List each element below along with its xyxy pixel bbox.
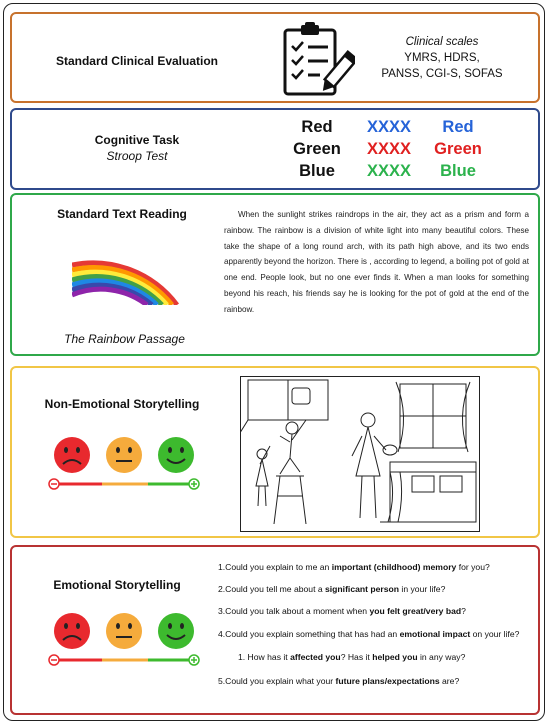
reading-caption: The Rainbow Passage [64, 332, 185, 346]
question-emphasis: future plans/expectations [335, 676, 440, 686]
clinical-title: Standard Clinical Evaluation [55, 54, 219, 68]
stroop-mask: XXXX [366, 162, 412, 180]
question-emphasis: emotional impact [399, 629, 471, 639]
happy-face-icon [158, 437, 194, 473]
question-emphasis: you felt great/very bad [369, 606, 462, 616]
question-text: in any way? [417, 652, 466, 662]
stroop-colored-word: Blue [440, 162, 476, 180]
emotional-title: Emotional Storytelling [53, 578, 181, 592]
question-text: 5.Could you explain what your [218, 676, 336, 686]
neutral-face-icon [106, 437, 142, 473]
question-text: for you? [456, 562, 490, 572]
panel-clinical-evaluation [10, 12, 540, 103]
stroop-word: Red [301, 118, 333, 136]
question-text: 1.Could you explain to me an [218, 562, 332, 572]
cognitive-title: Cognitive Task [94, 133, 180, 147]
scales-title: Clinical scales [405, 36, 479, 48]
stroop-word: Green [293, 140, 341, 158]
sad-face-icon [54, 437, 90, 473]
kitchen-sketch [240, 376, 480, 532]
scales-line-2: PANSS, CGI-S, SOFAS [381, 68, 503, 80]
question-text: 3.Could you talk about a moment when [218, 606, 370, 616]
neutral-face-icon [106, 613, 142, 649]
sad-face-icon [54, 613, 90, 649]
clinical-scales [357, 34, 527, 82]
panel-text-reading [10, 193, 540, 356]
minus-icon [49, 655, 59, 665]
cognitive-subtitle: Stroop Test [106, 149, 168, 163]
plus-icon [189, 655, 199, 665]
stroop-mask: XXXX [366, 118, 412, 136]
rainbow-passage: When the sunlight strikes raindrops in the air, they act as a prism and form a rainbow. The rainbow is a division of white light into many beautiful colors. These take the shape of a long round arch, with its path high above, and its two ends apparently beyond the horizon. There is , according to legend, a boiling pot of gold at one end. People look, but no one ever finds it. When a man looks for something beyond his reach, his friends say he is looking for the pot of gold at the end of the rainbow. [224, 210, 529, 314]
scales-line-1: YMRS, HDRS, [404, 52, 480, 64]
question-item [218, 584, 445, 594]
stroop-word: Blue [299, 162, 335, 180]
panel-cognitive-task [10, 108, 540, 190]
question-text: 1. How has it [238, 652, 291, 662]
question-emphasis: helped you [372, 652, 418, 662]
emotion-scale [44, 434, 204, 494]
reading-title: Standard Text Reading [57, 207, 187, 221]
panel-non-emotional-storytelling [10, 366, 540, 538]
question-item [238, 652, 465, 662]
happy-face-icon [158, 613, 194, 649]
stroop-colored-word: Red [442, 118, 474, 136]
stroop-colored-word: Green [434, 140, 482, 158]
non-emotional-title: Non-Emotional Storytelling [44, 397, 200, 411]
rainbow-icon [72, 225, 182, 305]
question-item [218, 562, 490, 572]
panel-emotional-storytelling [10, 545, 540, 715]
question-text: 2.Could you tell me about a [218, 584, 326, 594]
question-emphasis: affected you [290, 652, 341, 662]
question-text: ? [461, 606, 466, 616]
plus-icon [189, 479, 199, 489]
question-text: 4.Could you explain something that has had an [218, 629, 400, 639]
cognitive-heading [12, 132, 262, 164]
question-text: on your life? [470, 629, 520, 639]
question-item [218, 676, 459, 686]
question-item [218, 629, 519, 639]
question-text: in your life? [399, 584, 446, 594]
question-emphasis: important (childhood) memory [331, 562, 457, 572]
stroop-mask: XXXX [366, 140, 412, 158]
question-emphasis: significant person [325, 584, 400, 594]
emotion-scale [44, 610, 204, 670]
stroop-grid [292, 116, 492, 184]
question-text: are? [439, 676, 460, 686]
question-item [218, 606, 466, 616]
clipboard-checklist-icon [275, 22, 355, 98]
minus-icon [49, 479, 59, 489]
question-text: ? Has it [340, 652, 373, 662]
